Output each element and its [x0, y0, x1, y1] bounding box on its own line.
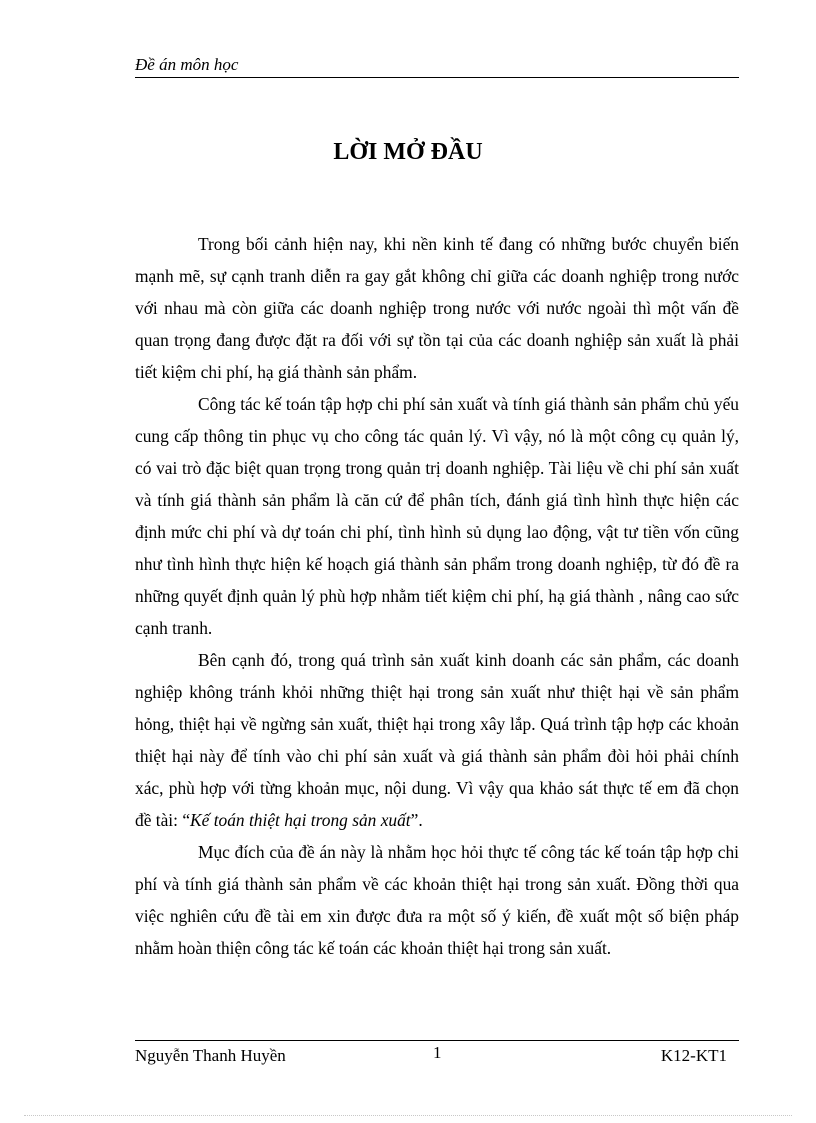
- page-number: 1: [433, 1043, 442, 1062]
- paragraph-2: Công tác kế toán tập hợp chi phí sản xuất và tính giá thành sản phẩm chủ yếu cung cấp thông tin phục vụ cho công tác quản lý. Vì vậy, nó là một công cụ quản lý, có vai trò đặc biệt quan trọng trong quản trị doanh nghiệp. Tài liệu về chi phí sản xuất và tính giá thành sản phẩm là căn cứ để phân tích, đánh giá tình hình thực hiện các định mức chi phí và dự toán chi phí, tình hình sủ dụng lao động, vật tư tiền vốn cũng như tình hình thực hiện kế hoạch giá thành sản phẩm trong doanh nghiệp, từ đó đề ra những quyết định quản lý phù hợp nhằm tiết kiệm chi phí, hạ giá thành , nâng cao sức cạnh tranh.: [135, 394, 739, 638]
- paragraph-3-text: Bên cạnh đó, trong quá trình sản xuất kinh doanh các sản phẩm, các doanh nghiệp không tránh khỏi những thiệt hại trong sản xuất như thiệt hại về sản phẩm hỏng, thiệt hại về ngừng sản xuất, thiệt hại trong xây lắp. Quá trình tập hợp các khoản thiệt hại này để tính vào chi phí sản xuất và giá thành sản phẩm đòi hỏi phải chính xác, phù hợp với từng khoản mục, nội dung. Vì vậy qua khảo sát thực tế em đã chọn đề tài: “: [135, 650, 739, 830]
- paragraph-3-end: ”.: [410, 810, 423, 830]
- paragraph-3: [135, 644, 739, 836]
- header-text: Đề án môn học: [135, 55, 239, 74]
- page-header: [135, 54, 739, 78]
- document-body: [135, 228, 739, 964]
- footer-class-code: K12-KT1: [660, 1046, 727, 1065]
- topic-title: Kế toán thiệt hại trong sản xuất: [190, 810, 411, 830]
- page-footer: [135, 1040, 739, 1065]
- page-bottom-divider: [24, 1115, 792, 1116]
- paragraph-1: Trong bối cảnh hiện nay, khi nền kinh tế đang có những bước chuyển biến mạnh mẽ, sự cạnh tranh diễn ra gay gắt không chỉ giữa các doanh nghiệp trong nước với nhau mà còn giữa các doanh nghiệp trong nước với nước ngoài thì một vấn đề quan trọng đang được đặt ra đối với sự tồn tại của các doanh nghiệp sản xuất là phải tiết kiệm chi phí, hạ giá thành sản phẩm.: [135, 234, 739, 382]
- paragraph-4: Mục đích của đề án này là nhằm học hỏi thực tế công tác kế toán tập hợp chi phí và tính giá thành sản phẩm về các khoản thiệt hại trong sản xuất. Đồng thời qua việc nghiên cứu đề tài em xin được đưa ra một số ý kiến, đề xuất một số biện pháp nhằm hoàn thiện công tác kế toán các khoản thiệt hại trong sản xuất.: [135, 842, 739, 958]
- footer-author: Nguyễn Thanh Huyền: [135, 1046, 286, 1065]
- page-title: LỜI MỞ ĐẦU: [333, 139, 483, 165]
